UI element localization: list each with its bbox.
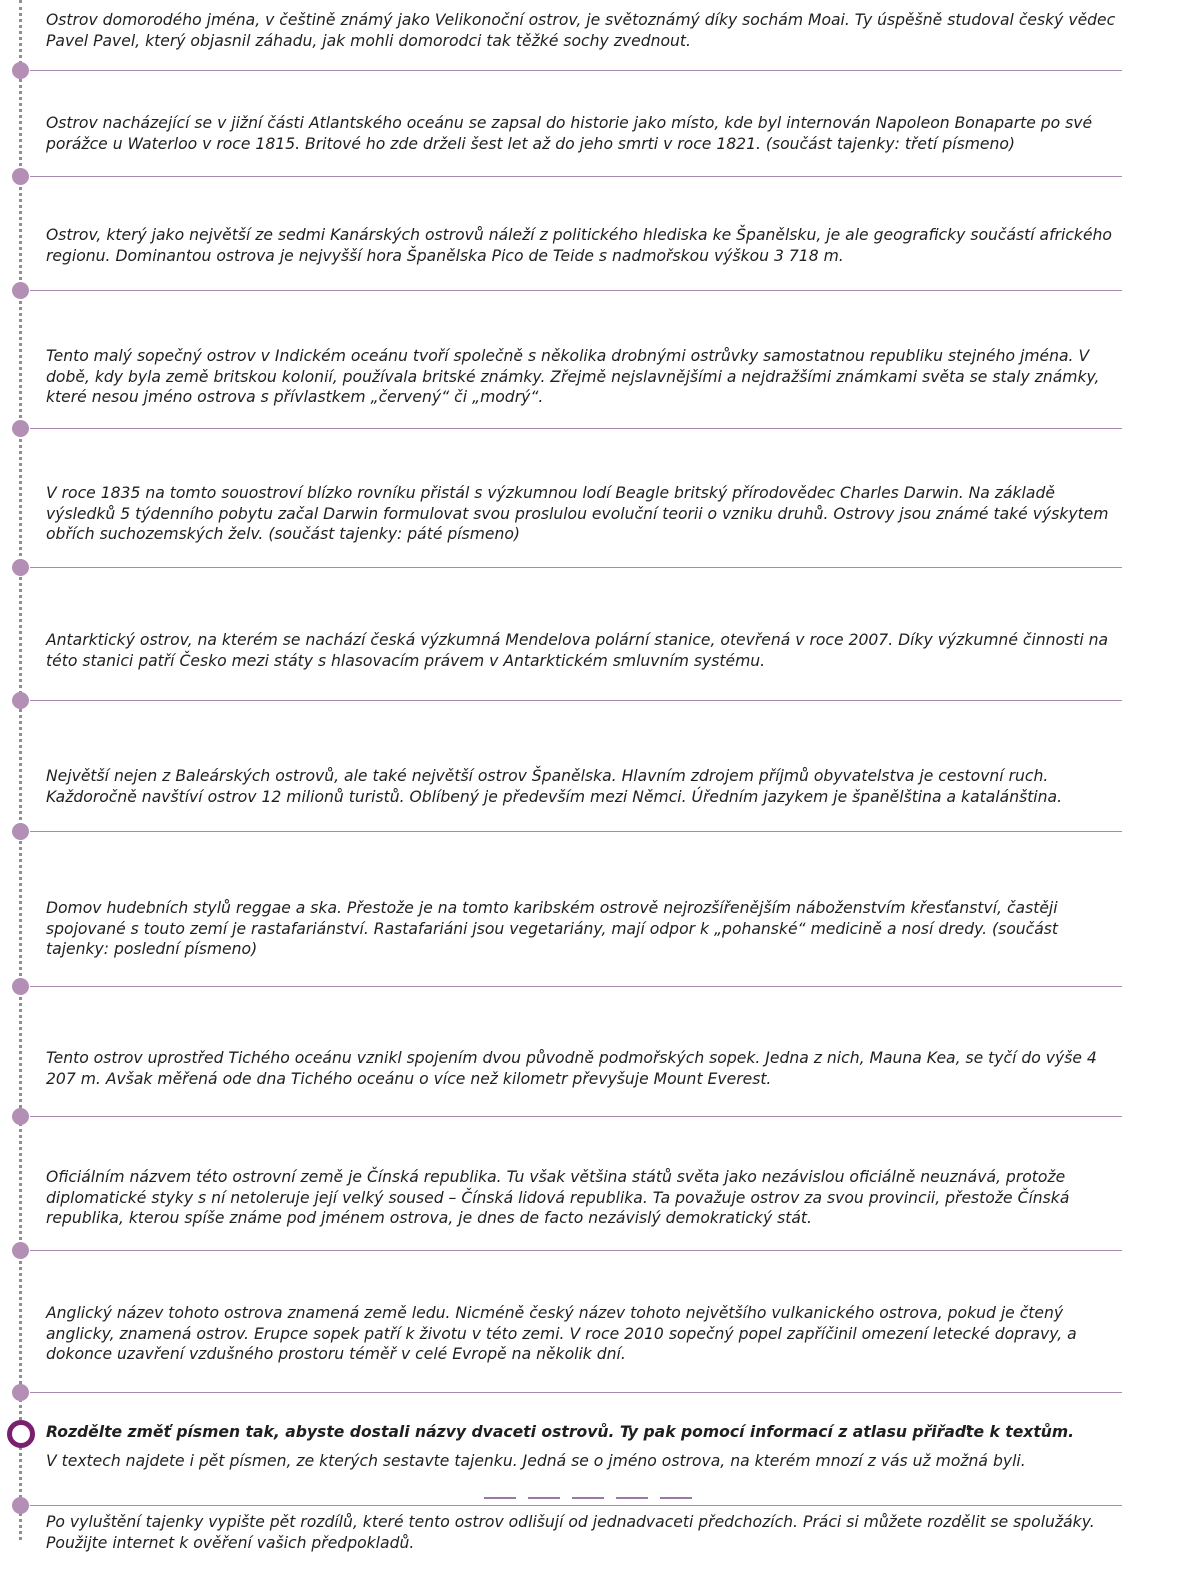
- clue-text: Tento malý sopečný ostrov v Indickém oceánu tvoří společně s několika drobnými ostrůvky samostatnou republiku stejného jména. V době, kdy byla země britskou kolonií, používala britské známky. Zřejmě nejslavnějšími a nejdražšími známkami světa se staly známky, které nesou jméno ostrova s přívlastkem „červený“ či „modrý“.: [46, 347, 1100, 406]
- clue-text: Anglický název tohoto ostrova znamená země ledu. Nicméně český název tohoto největšího vulkanického ostrova, pokud je čtený anglicky, znamená ostrov. Erupce sopek patří k životu v této zemi. V roce 2010 sopečný popel zapříčinil omezení letecké dopravy, a dokonce uzavření vzdušného prostoru téměř v celé Evropě na několik dní.: [46, 1304, 1077, 1363]
- timeline-spine: [19, 0, 22, 1540]
- clue-text: V roce 1835 na tomto souostroví blízko rovníku přistál s výzkumnou lodí Beagle britský přírodovědec Charles Darwin. Na základě výsledků 5 týdenního pobytu začal Darwin formulovat svou proslulou evoluční teorii o vzniku druhů. Ostrovy jsou známé také výskytem obřích suchozemských želv. (součást tajenky: páté písmeno): [46, 484, 1109, 543]
- clue-text: Antarktický ostrov, na kterém se nachází česká výzkumná Mendelova polární stanice, otevřená v roce 2007. Díky výzkumné činnosti na této stanici patří Česko mezi státy s hlasovacím právem v Antarktickém smluvním systému.: [46, 631, 1109, 670]
- timeline-dot: [12, 1108, 29, 1125]
- timeline-dot: [12, 282, 29, 299]
- timeline-dot: [12, 168, 29, 185]
- answer-blank[interactable]: [484, 1497, 516, 1499]
- task-marker: [7, 1420, 35, 1448]
- task-hint: V textech najdete i pět písmen, ze kterých sestavte tajenku. Jedná se o jméno ostrova, na kterém mnozí z vás už možná byli.: [46, 1452, 1026, 1470]
- answer-blank[interactable]: [572, 1497, 604, 1499]
- timeline-dot: [12, 978, 29, 995]
- clue-text: Největší nejen z Baleárských ostrovů, ale také největší ostrov Španělska. Hlavním zdrojem příjmů obyvatelstva je cestovní ruch. Každoročně navštíví ostrov 12 milionů turistů. Oblíbený je především mezi Němci. Úředním jazykem je španělština a katalánština.: [46, 767, 1063, 806]
- timeline-dot: [12, 1497, 29, 1514]
- divider: [30, 1505, 1122, 1506]
- timeline-dot: [12, 692, 29, 709]
- divider: [30, 290, 1122, 291]
- divider: [30, 986, 1122, 987]
- task-instruction: Rozdělte změť písmen tak, abyste dostali názvy dvaceti ostrovů. Ty pak pomocí informací z atlasu přiřaďte k textům.: [46, 1423, 1075, 1441]
- answer-blank[interactable]: [528, 1497, 560, 1499]
- followup-text: Po vyluštění tajenky vypište pět rozdílů, které tento ostrov odlišují od jednadvaceti předchozích. Práci si můžete rozdělit se spolužáky. Použijte internet k ověření vašich předpokladů.: [46, 1513, 1095, 1552]
- clue-text: Ostrov nacházející se v jižní části Atlantského oceánu se zapsal do historie jako místo, kde byl internován Napoleon Bonaparte po své porážce u Waterloo v roce 1815. Britové ho zde drželi šest let až do jeho smrti v roce 1821. (součást tajenky: třetí písmeno): [46, 114, 1093, 153]
- clue-text: Ostrov, který jako největší ze sedmi Kanárských ostrovů náleží z politického hlediska ke Španělsku, je ale geograficky součástí afrického regionu. Dominantou ostrova je nejvyšší hora Španělska Pico de Teide s nadmořskou výškou 3 718 m.: [46, 226, 1112, 265]
- clue-text: Domov hudebních stylů reggae a ska. Přestože je na tomto karibském ostrově nejrozšířenějším náboženstvím křesťanství, častěji spojované s touto zemí je rastafariánství. Rastafariáni jsou vegetariány, mají odpor k „pohanské“ medicině a nosí dredy. (součást tajenky: poslední písmeno): [46, 899, 1059, 958]
- divider: [30, 1250, 1122, 1251]
- clue-text: Oficiálním názvem této ostrovní země je Čínská republika. Tu však většina států světa jako nezávislou oficiálně neuznává, protože diplomatické styky s ní netoleruje její velký soused – Čínská lidová republika. Ta považuje ostrov za svou provincii, přestože Čínská republika, kterou spíše známe pod jménem ostrova, je dnes de facto nezávislý demokratický stát.: [46, 1168, 1070, 1227]
- divider: [30, 1116, 1122, 1117]
- timeline-dot: [12, 1384, 29, 1401]
- divider: [30, 176, 1122, 177]
- divider: [30, 700, 1122, 701]
- answer-blank[interactable]: [660, 1497, 692, 1499]
- divider: [30, 1392, 1122, 1393]
- clue-text: Tento ostrov uprostřed Tichého oceánu vznikl spojením dvou původně podmořských sopek. Jedna z nich, Mauna Kea, se tyčí do výše 4 207 m. Avšak měřená ode dna Tichého oceánu o více než kilometr převyšuje Mount Everest.: [46, 1049, 1097, 1088]
- divider: [30, 70, 1122, 71]
- timeline-dot: [12, 62, 29, 79]
- clue-text: Ostrov domorodého jména, v češtině známý jako Velikonoční ostrov, je světoznámý díky sochám Moai. Ty úspěšně studoval český vědec Pavel Pavel, který objasnil záhadu, jak mohli domorodci tak těžké sochy zvednout.: [46, 11, 1116, 50]
- timeline-dot: [12, 1242, 29, 1259]
- divider: [30, 831, 1122, 832]
- answer-blank[interactable]: [616, 1497, 648, 1499]
- timeline-dot: [12, 420, 29, 437]
- divider: [30, 567, 1122, 568]
- timeline-dot: [12, 823, 29, 840]
- timeline-dot: [12, 559, 29, 576]
- divider: [30, 428, 1122, 429]
